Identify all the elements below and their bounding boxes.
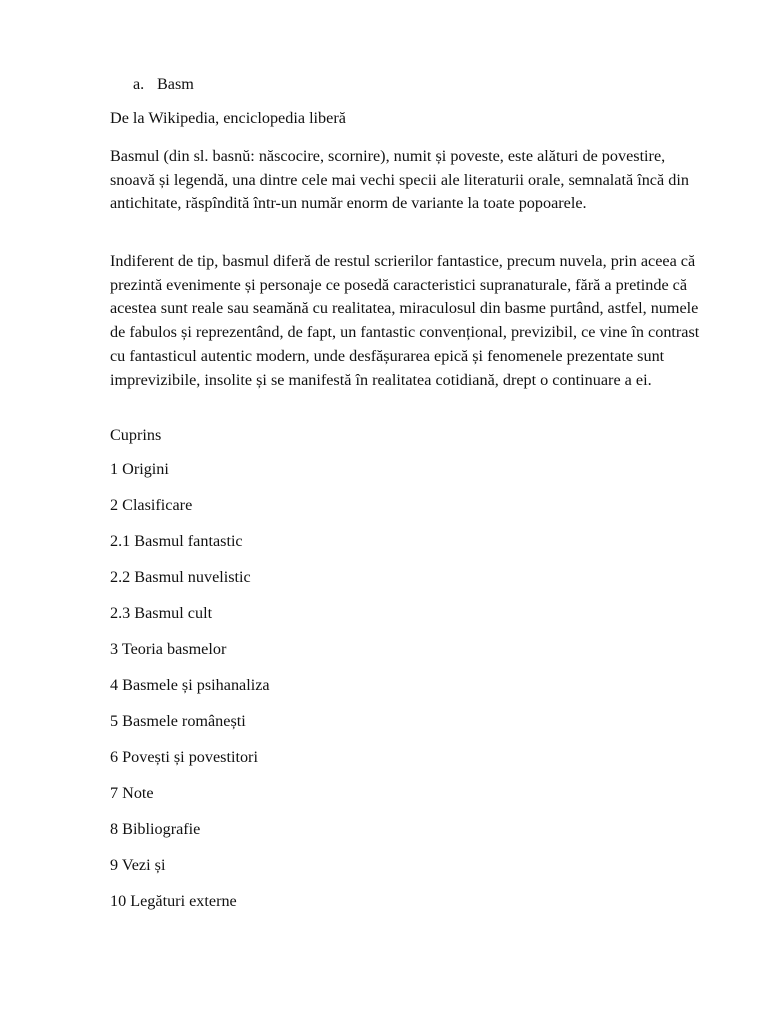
intro-paragraph: Basmul (din sl. basnŭ: născocire, scornire), numit și poveste, este alături de povestire, snoavă și legendă, una dintre cele mai vechi specii ale literaturii orale, semnalată încă din antichitate, răspîndită într-un număr enorm de variante la toate popoarele. xyxy=(110,147,689,213)
contents-item: 3 Teoria basmelor xyxy=(110,640,227,658)
contents-item: 1 Origini xyxy=(110,460,169,478)
contents-item: 5 Basmele românești xyxy=(110,712,246,730)
contents-item: 2.1 Basmul fantastic xyxy=(110,532,243,550)
source-line: De la Wikipedia, enciclopedia liberă xyxy=(110,109,346,127)
contents-item: 9 Vezi și xyxy=(110,856,166,874)
contents-title: Cuprins xyxy=(110,426,162,444)
list-marker: a. xyxy=(133,75,145,93)
contents-item: 2.3 Basmul cult xyxy=(110,604,213,622)
contents-item: 4 Basmele și psihanaliza xyxy=(110,676,270,694)
article-title: Basm xyxy=(157,75,194,93)
contents-item: 7 Note xyxy=(110,784,154,802)
contents-item: 10 Legături externe xyxy=(110,892,237,910)
detail-paragraph: Indiferent de tip, basmul diferă de restul scrierilor fantastice, precum nuvela, prin aceea că prezintă evenimente și personaje ce posedă caracteristici supranaturale, fără a pretinde că acestea sunt reale sau seamănă cu realitatea, miraculosul din basme purtând, astfel, numele de fabulos și reprezentând, de fapt, un fantastic convențional, previzibil, ce vine în contrast cu fantasticul autentic modern, unde desfășurarea epică și fenomenele prezentate sunt imprevizibile, insolite și se manifestă în realitatea cotidiană, drept o continuare a ei. xyxy=(110,252,700,389)
contents-item: 2 Clasificare xyxy=(110,496,193,514)
contents-list xyxy=(110,459,270,927)
contents-item: 2.2 Basmul nuvelistic xyxy=(110,568,251,586)
list-heading xyxy=(133,74,194,94)
contents-item: 6 Povești și povestitori xyxy=(110,748,258,766)
contents-item: 8 Bibliografie xyxy=(110,820,201,838)
